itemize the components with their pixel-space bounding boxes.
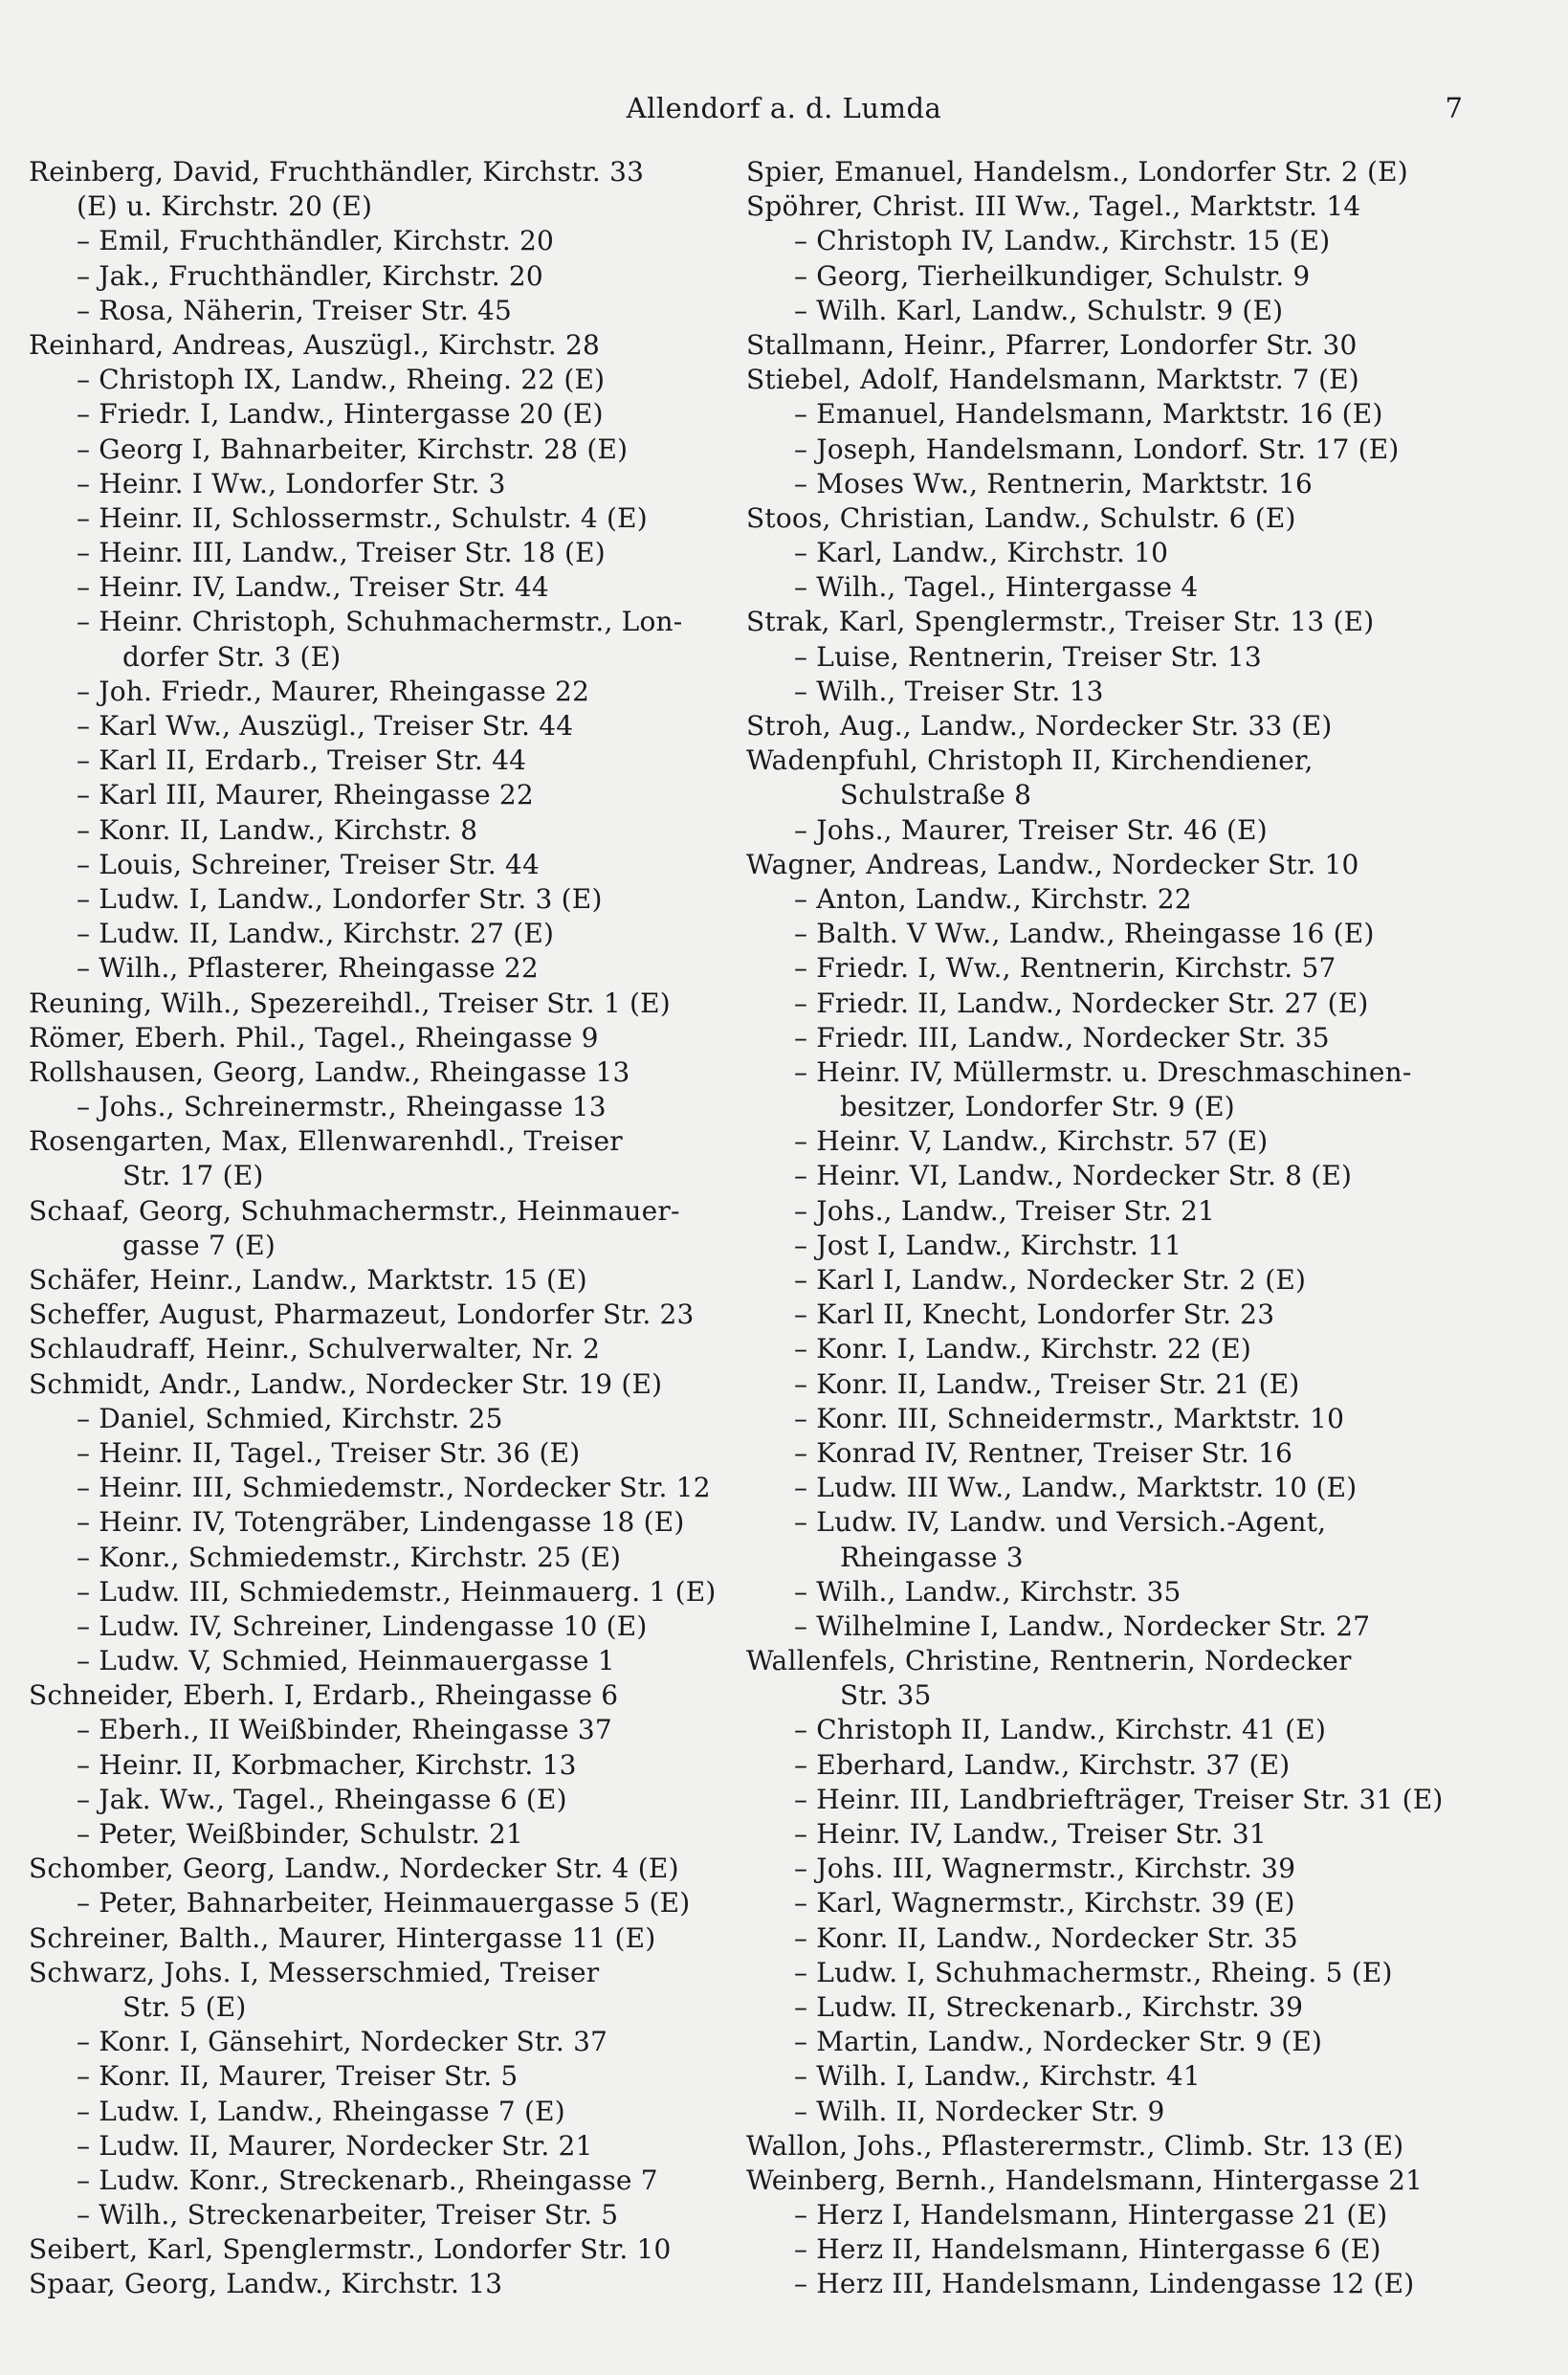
directory-subentry: – Joh. Friedr., Maurer, Rheingasse 22: [77, 675, 590, 707]
directory-subentry: – Ludw. Konr., Streckenarb., Rheingasse 7: [77, 2164, 658, 2196]
left-column: [29, 155, 717, 2302]
directory-subentry: – Konr. III, Schneidermstr., Marktstr. 10: [794, 1402, 1345, 1434]
directory-continuation: Rheingasse 3: [840, 1541, 1024, 1573]
directory-subentry: – Eberh., II Weißbinder, Rheingasse 37: [77, 1714, 612, 1746]
directory-entry: Stroh, Aug., Landw., Nordecker Str. 33 (E): [746, 710, 1333, 742]
directory-subentry: – Ludw. I, Landw., Rheingasse 7 (E): [77, 2095, 565, 2127]
directory-subentry: – Georg, Tierheilkundiger, Schulstr. 9: [794, 259, 1311, 292]
directory-entry: Spier, Emanuel, Handelsm., Londorfer Str. 2 (E): [746, 156, 1408, 188]
directory-entry: Strak, Karl, Spenglermstr., Treiser Str. 13 (E): [746, 606, 1375, 638]
page-number: 7: [1445, 92, 1463, 124]
directory-subentry: – Ludw. IV, Landw. und Versich.-Agent,: [794, 1506, 1327, 1539]
directory-subentry: – Herz II, Handelsmann, Hintergasse 6 (E): [794, 2233, 1381, 2266]
directory-entry: Spöhrer, Christ. III Ww., Tagel., Marktstr. 14: [746, 190, 1361, 223]
directory-subentry: – Ludw. II, Landw., Kirchstr. 27 (E): [77, 918, 555, 950]
directory-subentry: – Konr., Schmiedemstr., Kirchstr. 25 (E): [77, 1541, 622, 1573]
directory-continuation: Str. 35: [840, 1679, 932, 1712]
directory-entry: Rollshausen, Georg, Landw., Rheingasse 13: [29, 1055, 630, 1088]
directory-subentry: – Wilhelmine I, Landw., Nordecker Str. 27: [794, 1609, 1371, 1642]
directory-entry: Reinberg, David, Fruchthändler, Kirchstr. 33: [29, 156, 645, 188]
directory-subentry: – Christoph IX, Landw., Rheing. 22 (E): [77, 364, 606, 396]
directory-entry: Schlaudraff, Heinr., Schulverwalter, Nr. 2: [29, 1333, 601, 1365]
directory-subentry: – Wilh., Streckenarbeiter, Treiser Str. 5: [77, 2199, 619, 2231]
directory-subentry: – Jost I, Landw., Kirchstr. 11: [794, 1229, 1182, 1261]
directory-subentry: – Wilh. I, Landw., Kirchstr. 41: [794, 2060, 1201, 2093]
directory-subentry: – Jak., Fruchthändler, Kirchstr. 20: [77, 259, 543, 292]
directory-subentry: – Heinr. IV, Totengräber, Lindengasse 18 (E): [77, 1506, 685, 1539]
directory-subentry: – Heinr. III, Schmiedemstr., Nordecker Str. 12: [77, 1472, 711, 1504]
directory-subentry: – Heinr. III, Landw., Treiser Str. 18 (E): [77, 537, 606, 569]
directory-subentry: – Christoph IV, Landw., Kirchstr. 15 (E): [794, 225, 1331, 257]
directory-subentry: – Joseph, Handelsmann, Londorf. Str. 17 (E): [794, 433, 1400, 465]
directory-subentry: – Balth. V Ww., Landw., Rheingasse 16 (E): [794, 918, 1375, 950]
directory-subentry: – Friedr. II, Landw., Nordecker Str. 27 (E): [794, 987, 1369, 1019]
directory-entry: Schaaf, Georg, Schuhmachermstr., Heinmauer-: [29, 1194, 680, 1227]
directory-continuation: dorfer Str. 3 (E): [122, 640, 342, 673]
directory-continuation: besitzer, Londorfer Str. 9 (E): [840, 1091, 1235, 1123]
right-column: [746, 155, 1444, 2302]
directory-subentry: – Louis, Schreiner, Treiser Str. 44: [77, 848, 541, 880]
page-title: Allendorf a. d. Lumda: [626, 92, 942, 124]
directory-entry: Schmidt, Andr., Landw., Nordecker Str. 19 (E): [29, 1367, 663, 1400]
directory-subentry: – Emil, Fruchthändler, Kirchstr. 20: [77, 225, 555, 257]
directory-subentry: – Rosa, Näherin, Treiser Str. 45: [77, 294, 513, 326]
directory-subentry: – Konr. I, Gänsehirt, Nordecker Str. 37: [77, 2026, 608, 2058]
directory-subentry: – Heinr. IV, Landw., Treiser Str. 31: [794, 1818, 1267, 1850]
directory-subentry: – Karl, Landw., Kirchstr. 10: [794, 537, 1169, 569]
directory-entry: Stoos, Christian, Landw., Schulstr. 6 (E): [746, 501, 1296, 534]
directory-subentry: – Karl, Wagnermstr., Kirchstr. 39 (E): [794, 1887, 1295, 1920]
directory-subentry: – Christoph II, Landw., Kirchstr. 41 (E): [794, 1714, 1327, 1746]
directory-subentry: – Moses Ww., Rentnerin, Marktstr. 16: [794, 467, 1314, 499]
directory-subentry: – Georg I, Bahnarbeiter, Kirchstr. 28 (E): [77, 433, 629, 465]
directory-subentry: – Johs. III, Wagnermstr., Kirchstr. 39: [794, 1853, 1296, 1885]
directory-subentry: – Ludw. III Ww., Landw., Marktstr. 10 (E): [794, 1472, 1358, 1504]
directory-subentry: – Heinr. II, Korbmacher, Kirchstr. 13: [77, 1748, 577, 1781]
directory-entry: Wagner, Andreas, Landw., Nordecker Str. 10: [746, 848, 1359, 880]
directory-subentry: – Ludw. III, Schmiedemstr., Heinmauerg. 1 (E): [77, 1575, 717, 1608]
directory-subentry: – Martin, Landw., Nordecker Str. 9 (E): [794, 2026, 1323, 2058]
directory-entry: Schomber, Georg, Landw., Nordecker Str. 4 (E): [29, 1853, 679, 1885]
directory-subentry: – Karl III, Maurer, Rheingasse 22: [77, 779, 534, 811]
directory-subentry: – Anton, Landw., Kirchstr. 22: [794, 882, 1192, 915]
directory-subentry: – Friedr. III, Landw., Nordecker Str. 35: [794, 1021, 1330, 1054]
directory-subentry: – Johs., Schreinermstr., Rheingasse 13: [77, 1091, 607, 1123]
directory-entry: Stallmann, Heinr., Pfarrer, Londorfer Str. 30: [746, 328, 1358, 361]
directory-subentry: – Konr. II, Maurer, Treiser Str. 5: [77, 2060, 519, 2093]
directory-entry: Reinhard, Andreas, Auszügl., Kirchstr. 28: [29, 328, 600, 361]
directory-subentry: – Peter, Bahnarbeiter, Heinmauergasse 5 (E): [77, 1887, 691, 1920]
directory-entry: Weinberg, Bernh., Handelsmann, Hintergasse 21: [746, 2164, 1424, 2196]
directory-subentry: – Konr. II, Landw., Treiser Str. 21 (E): [794, 1367, 1300, 1400]
directory-subentry: – Ludw. I, Landw., Londorfer Str. 3 (E): [77, 882, 603, 915]
directory-subentry: – Herz III, Handelsmann, Lindengasse 12 (E): [794, 2268, 1415, 2300]
directory-subentry: – Wilh., Landw., Kirchstr. 35: [794, 1575, 1182, 1608]
directory-subentry: – Heinr. Christoph, Schuhmachermstr., Lon-: [77, 606, 683, 638]
directory-continuation: gasse 7 (E): [122, 1229, 276, 1261]
directory-subentry: – Wilh. II, Nordecker Str. 9: [794, 2095, 1165, 2127]
directory-subentry: – Wilh., Pflasterer, Rheingasse 22: [77, 952, 539, 985]
directory-entry: Schreiner, Balth., Maurer, Hintergasse 11 (E): [29, 1921, 656, 1954]
directory-subentry: – Jak. Ww., Tagel., Rheingasse 6 (E): [77, 1783, 567, 1815]
directory-subentry: – Karl II, Erdarb., Treiser Str. 44: [77, 744, 527, 777]
directory-subentry: – Ludw. IV, Schreiner, Lindengasse 10 (E): [77, 1609, 648, 1642]
directory-subentry: – Emanuel, Handelsmann, Marktstr. 16 (E): [794, 398, 1383, 431]
page-header: [0, 92, 1568, 130]
directory-entry: Schneider, Eberh. I, Erdarb., Rheingasse 6: [29, 1679, 619, 1712]
directory-subentry: – Johs., Landw., Treiser Str. 21: [794, 1194, 1216, 1227]
directory-subentry: – Friedr. I, Landw., Hintergasse 20 (E): [77, 398, 604, 431]
directory-subentry: – Heinr. IV, Landw., Treiser Str. 44: [77, 571, 549, 604]
directory-entry: Scheffer, August, Pharmazeut, Londorfer Str. 23: [29, 1298, 695, 1331]
directory-subentry: – Karl I, Landw., Nordecker Str. 2 (E): [794, 1264, 1307, 1296]
directory-subentry: – Ludw. II, Maurer, Nordecker Str. 21: [77, 2129, 593, 2162]
directory-entry: Wadenpfuhl, Christoph II, Kirchendiener,: [746, 744, 1314, 777]
directory-subentry: – Johs., Maurer, Treiser Str. 46 (E): [794, 813, 1268, 846]
directory-continuation: Schulstraße 8: [840, 779, 1032, 811]
directory-continuation: Str. 5 (E): [122, 1990, 247, 2023]
directory-entry: Rosengarten, Max, Ellenwarenhdl., Treiser: [29, 1125, 623, 1158]
directory-subentry: – Eberhard, Landw., Kirchstr. 37 (E): [794, 1748, 1291, 1781]
directory-entry: Spaar, Georg, Landw., Kirchstr. 13: [29, 2268, 503, 2300]
directory-subentry: – Karl II, Knecht, Londorfer Str. 23: [794, 1298, 1275, 1331]
directory-subentry: – Wilh. Karl, Landw., Schulstr. 9 (E): [794, 294, 1284, 326]
directory-subentry: – Ludw. I, Schuhmachermstr., Rheing. 5 (E): [794, 1956, 1393, 1988]
directory-subentry: – Peter, Weißbinder, Schulstr. 21: [77, 1818, 524, 1850]
directory-entry: Schäfer, Heinr., Landw., Marktstr. 15 (E): [29, 1264, 587, 1296]
directory-subentry: – Heinr. V, Landw., Kirchstr. 57 (E): [794, 1125, 1269, 1158]
directory-subentry: – Daniel, Schmied, Kirchstr. 25: [77, 1402, 503, 1434]
directory-subentry: – Heinr. VI, Landw., Nordecker Str. 8 (E): [794, 1160, 1353, 1192]
directory-entry: Wallon, Johs., Pflasterermstr., Climb. Str. 13 (E): [746, 2129, 1404, 2162]
directory-subentry: – Ludw. V, Schmied, Heinmauergasse 1: [77, 1645, 615, 1677]
directory-subentry: (E) u. Kirchstr. 20 (E): [77, 190, 373, 223]
directory-subentry: – Ludw. II, Streckenarb., Kirchstr. 39: [794, 1990, 1304, 2023]
directory-continuation: Str. 17 (E): [122, 1160, 264, 1192]
directory-subentry: – Friedr. I, Ww., Rentnerin, Kirchstr. 57: [794, 952, 1336, 985]
directory-subentry: – Karl Ww., Auszügl., Treiser Str. 44: [77, 710, 574, 742]
directory-subentry: – Wilh., Tagel., Hintergasse 4: [794, 571, 1199, 604]
directory-subentry: – Heinr. II, Tagel., Treiser Str. 36 (E): [77, 1436, 581, 1469]
directory-subentry: – Heinr. III, Landbriefträger, Treiser Str. 31 (E): [794, 1783, 1444, 1815]
directory-entry: Römer, Eberh. Phil., Tagel., Rheingasse 9: [29, 1021, 599, 1054]
directory-subentry: – Konr. I, Landw., Kirchstr. 22 (E): [794, 1333, 1252, 1365]
directory-subentry: – Heinr. IV, Müllermstr. u. Dreschmaschinen-: [794, 1055, 1412, 1088]
directory-subentry: – Konrad IV, Rentner, Treiser Str. 16: [794, 1436, 1293, 1469]
directory-entry: Reuning, Wilh., Spezereihdl., Treiser Str. 1 (E): [29, 987, 671, 1019]
directory-subentry: – Konr. II, Landw., Kirchstr. 8: [77, 813, 478, 846]
directory-subentry: – Heinr. I Ww., Londorfer Str. 3: [77, 467, 506, 499]
directory-subentry: – Konr. II, Landw., Nordecker Str. 35: [794, 1921, 1298, 1954]
directory-subentry: – Herz I, Handelsmann, Hintergasse 21 (E): [794, 2199, 1388, 2231]
directory-entry: Wallenfels, Christine, Rentnerin, Nordecker: [746, 1645, 1352, 1677]
directory-entry: Seibert, Karl, Spenglermstr., Londorfer Str. 10: [29, 2233, 672, 2266]
directory-subentry: – Heinr. II, Schlossermstr., Schulstr. 4 (E): [77, 501, 648, 534]
directory-subentry: – Wilh., Treiser Str. 13: [794, 675, 1104, 707]
directory-entry: Stiebel, Adolf, Handelsmann, Marktstr. 7 (E): [746, 364, 1359, 396]
directory-subentry: – Luise, Rentnerin, Treiser Str. 13: [794, 640, 1262, 673]
directory-entry: Schwarz, Johs. I, Messerschmied, Treiser: [29, 1956, 600, 1988]
